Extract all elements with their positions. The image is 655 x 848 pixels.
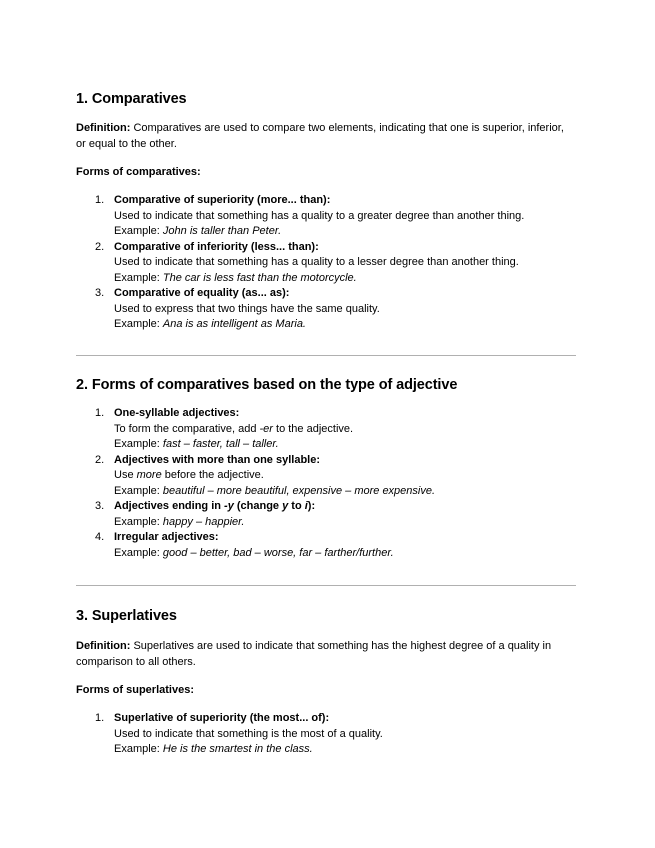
example-text: good – better, bad – worse, far – farther/further. bbox=[162, 546, 394, 559]
title-text: (change bbox=[233, 500, 283, 512]
example-label: Example: bbox=[114, 484, 163, 497]
list-number: 2. bbox=[95, 453, 105, 466]
item-description: Used to indicate that something is the most of a quality. bbox=[114, 727, 383, 740]
example-text: beautiful – more beautiful, expensive – more expensive. bbox=[162, 484, 436, 497]
title-emphasis: i bbox=[304, 500, 308, 512]
list-item bbox=[76, 530, 576, 561]
title-emphasis: -y bbox=[224, 500, 234, 512]
item-title: Comparative of superiority (more... than): bbox=[114, 194, 331, 206]
example-text: The car is less fast than the motorcycle. bbox=[162, 271, 357, 284]
description-text: Use bbox=[114, 469, 137, 481]
list-number: 3. bbox=[95, 287, 105, 299]
section-divider bbox=[76, 585, 576, 586]
item-title: Irregular adjectives: bbox=[114, 531, 219, 543]
list-item bbox=[76, 286, 576, 333]
word-emphasis: more bbox=[136, 469, 162, 481]
item-description: Used to express that two things have the same quality. bbox=[114, 302, 380, 315]
forms-list bbox=[76, 193, 576, 333]
section-divider bbox=[76, 355, 576, 356]
section-superlatives bbox=[76, 607, 576, 755]
item-description bbox=[114, 422, 576, 438]
list-item bbox=[76, 240, 576, 287]
item-title: Comparative of inferiority (less... than): bbox=[114, 240, 319, 253]
definition-text: Superlatives are used to indicate that something has the highest degree of a quality in comparison to all others. bbox=[76, 640, 552, 668]
title-text: ): bbox=[307, 500, 316, 512]
item-example bbox=[114, 742, 576, 758]
example-label: Example: bbox=[114, 225, 163, 237]
title-text: to bbox=[288, 500, 305, 512]
section-forms-by-adjective-type bbox=[76, 376, 576, 559]
forms-list bbox=[76, 711, 576, 758]
example-text: Ana is as intelligent as Maria. bbox=[162, 318, 306, 330]
item-description: Used to indicate that something has a quality to a lesser degree than another thing. bbox=[114, 256, 519, 268]
example-text: happy – happier. bbox=[162, 515, 245, 528]
example-label: Example: bbox=[114, 546, 163, 559]
list-item bbox=[76, 193, 576, 240]
item-example bbox=[114, 484, 576, 500]
list-item bbox=[76, 499, 576, 530]
example-label: Example: bbox=[114, 438, 163, 450]
definition-label: Definition: bbox=[76, 640, 131, 652]
title-emphasis: y bbox=[282, 500, 289, 512]
description-text: To form the comparative, add bbox=[114, 422, 260, 435]
item-example bbox=[114, 437, 576, 453]
item-description: Used to indicate that something has a quality to a greater degree than another thing. bbox=[114, 209, 525, 222]
forms-list bbox=[76, 406, 576, 561]
item-title bbox=[114, 499, 576, 515]
description-text: before the adjective. bbox=[161, 469, 264, 481]
section-title: 3. Superlatives bbox=[76, 608, 177, 624]
forms-heading: Forms of comparatives: bbox=[76, 166, 201, 178]
description-text: to the adjective. bbox=[272, 422, 354, 435]
definition-paragraph bbox=[76, 120, 576, 152]
example-label: Example: bbox=[114, 318, 163, 330]
item-example bbox=[114, 515, 576, 531]
list-item bbox=[76, 453, 576, 500]
item-description bbox=[114, 468, 576, 484]
item-title: One-syllable adjectives: bbox=[114, 407, 240, 419]
section-title: 2. Forms of comparatives based on the type of adjective bbox=[76, 377, 458, 393]
list-item bbox=[76, 406, 576, 453]
example-label: Example: bbox=[114, 271, 163, 284]
title-text: Adjectives ending in bbox=[114, 500, 225, 512]
list-number: 4. bbox=[95, 531, 105, 543]
list-number: 2. bbox=[95, 240, 105, 253]
example-label: Example: bbox=[114, 743, 163, 755]
example-label: Example: bbox=[114, 515, 163, 528]
section-title: 1. Comparatives bbox=[76, 91, 187, 107]
definition-paragraph bbox=[76, 638, 576, 670]
item-title: Comparative of equality (as... as): bbox=[114, 287, 290, 299]
list-number: 1. bbox=[95, 407, 105, 419]
item-example bbox=[114, 271, 576, 287]
example-text: He is the smartest in the class. bbox=[162, 743, 313, 755]
list-number: 1. bbox=[95, 712, 105, 724]
definition-text: Comparatives are used to compare two elements, indicating that one is superior, inferior, or equal to the other. bbox=[76, 122, 564, 150]
definition-label: Definition: bbox=[76, 122, 131, 134]
suffix-emphasis: -er bbox=[259, 422, 273, 435]
forms-heading: Forms of superlatives: bbox=[76, 684, 194, 696]
list-number: 1. bbox=[95, 194, 105, 206]
example-text: fast – faster, tall – taller. bbox=[162, 438, 279, 450]
item-example bbox=[114, 546, 576, 562]
item-example bbox=[114, 224, 576, 240]
list-item bbox=[76, 711, 576, 758]
item-example bbox=[114, 317, 576, 333]
example-text: John is taller than Peter. bbox=[162, 225, 282, 237]
item-title: Adjectives with more than one syllable: bbox=[114, 453, 320, 466]
item-title: Superlative of superiority (the most... of): bbox=[114, 712, 330, 724]
list-number: 3. bbox=[95, 500, 105, 512]
